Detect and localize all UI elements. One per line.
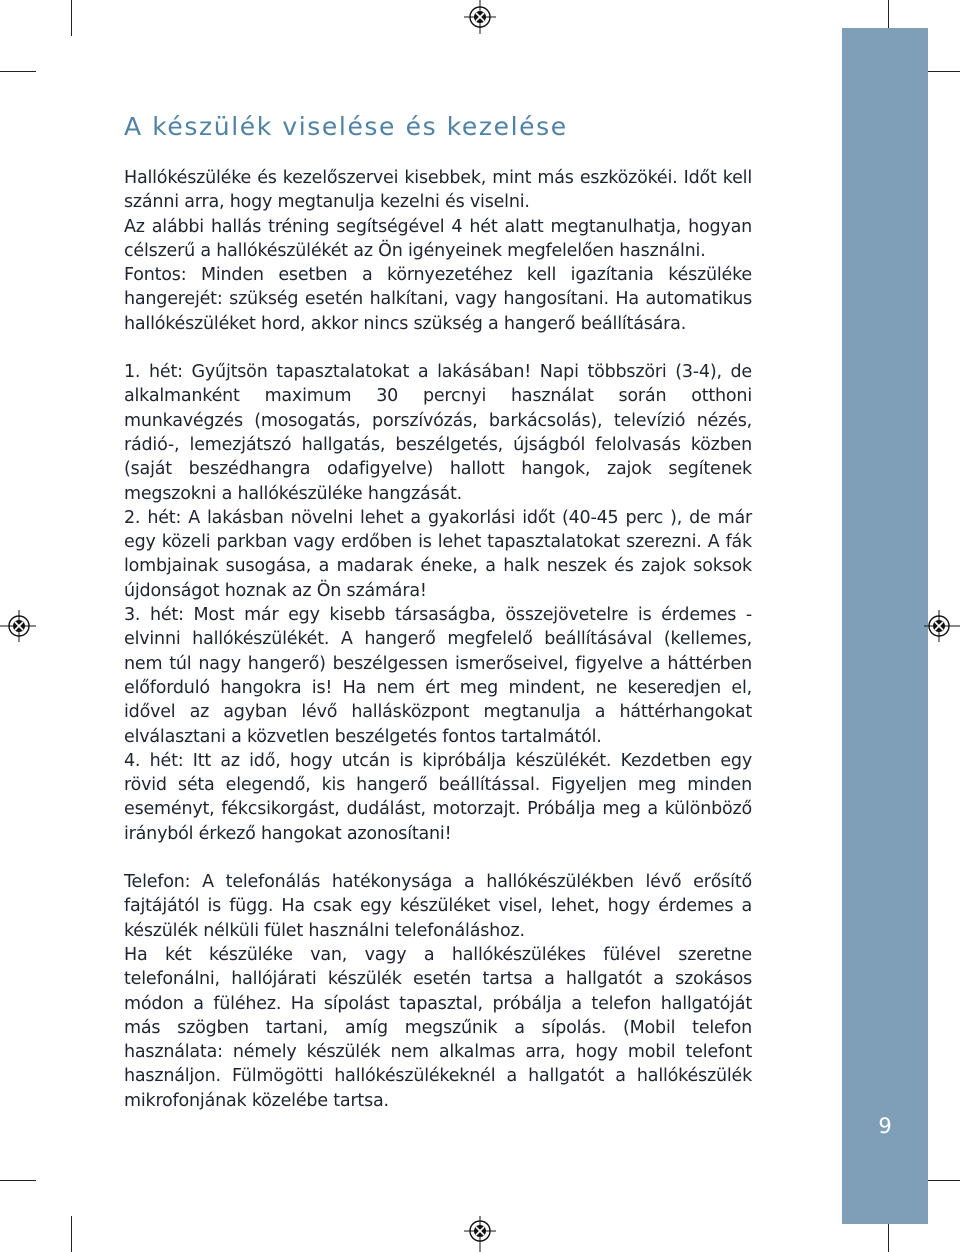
paragraph-important: Fontos: Minden esetben a környezetéhez kell igazítania készüléke hangerejét: szükség esetén halkítani, vagy hangosítani. Ha automatikus hallókészüléket hord, akkor nincs szükség a hangerő beállítására. xyxy=(124,265,752,334)
registration-mark-right-icon xyxy=(924,610,960,642)
crop-mark-bottom-right-h xyxy=(924,1180,960,1181)
paragraph-training: Az alábbi hallás tréning segítségével 4 hét alatt megtanulhatja, hogyan célszerű a hallókészülékét az Ön igényeinek megfelelően használni. xyxy=(124,216,752,261)
paragraph-week-2: 2. hét: A lakásban növelni lehet a gyakorlási időt (40-45 perc ), de már egy közeli parkban vagy erdőben is lehet tapasztalatokat szerezni. A fák lombjainak susogása, a madarak éneke, a halk neszek és zajok soksok újdonságot hoznak az Ön számára! xyxy=(124,507,752,601)
page-title: A készülék viselése és kezelése xyxy=(124,112,568,141)
paragraph-intro: Hallókészüléke és kezelőszervei kisebbek, mint más eszközökéi. Időt kell szánni arra, hogy megtanulja kezelni és viselni. xyxy=(124,168,752,213)
crop-mark-bottom-left-h xyxy=(0,1180,36,1181)
crop-mark-top-right-h xyxy=(924,71,960,72)
page-number: 9 xyxy=(878,1114,892,1138)
registration-mark-top-icon xyxy=(464,0,496,34)
paragraph-week-1: 1. hét: Gyűjtsön tapasztalatokat a lakásában! Napi többszöri (3-4), de alkalmanként maximum 30 percnyi használat során otthoni munkavégzés (mosogatás, porszívózás, barkácsolás), televízió nézés, rádió-, lemezjátszó hallgatás, beszélgetés, újságból felolvasás közben (saját beszédhangra odafigyelve) hallott hangok, zajok segítenek megszokni a hallókészüléke hangzását. xyxy=(124,362,752,504)
crop-mark-top-left-v xyxy=(71,0,72,36)
paragraph-telephone: Telefon: A telefonálás hatékonysága a hallókészülékben lévő erősítő fajtájától is függ. Ha csak egy készüléket visel, lehet, hogy érdemes a készülék nélküli fület használni telefonáláshoz. xyxy=(124,872,752,941)
crop-mark-top-left-h xyxy=(0,71,36,72)
registration-mark-left-icon xyxy=(0,610,36,642)
body-text xyxy=(124,166,752,1113)
registration-mark-bottom-icon xyxy=(464,1216,496,1252)
paragraph-week-4: 4. hét: Itt az idő, hogy utcán is kipróbálja készülékét. Kezdetben egy rövid séta elegendő, kis hangerő beállítással. Figyeljen meg minden eseményt, fékcsikorgást, dudálást, motorzajt. Próbálja meg a különböző irányból érkező hangokat azonosítani! xyxy=(124,750,752,844)
crop-mark-bottom-left-v xyxy=(71,1216,72,1252)
paragraph-week-3: 3. hét: Most már egy kisebb társaságba, összejövetelre is érdemes - elvinni hallókészülékét. A hangerő megfelelő beállításával (kellemes, nem túl nagy hangerő) beszélgessen ismerőseivel, figyelve a háttérben előforduló hangokra is! Ha nem ért meg mindent, ne keseredjen el, idővel az agyban lévő hallásközpont megtanulja a háttérhangokat elválasztani a közvetlen beszélgetés fontos tartalmától. xyxy=(124,605,752,747)
paragraph-telephone-two-devices: Ha két készüléke van, vagy a hallókészülékes fülével szeretne telefonálni, hallójárati készülék esetén tartsa a hallgatót a szokásos módon a füléhez. Ha sípolást tapasztal, próbálja a telefon hallgatóját más szögben tartani, amíg megszűnik a sípolás. (Mobil telefon használata: némely készülék nem alkalmas arra, hogy mobil telefont használjon. Fülmögötti hallókészülékeknél a hallgatót a hallókészülék mikrofonjának közelébe tartsa. xyxy=(124,944,752,1111)
side-band xyxy=(842,28,928,1224)
